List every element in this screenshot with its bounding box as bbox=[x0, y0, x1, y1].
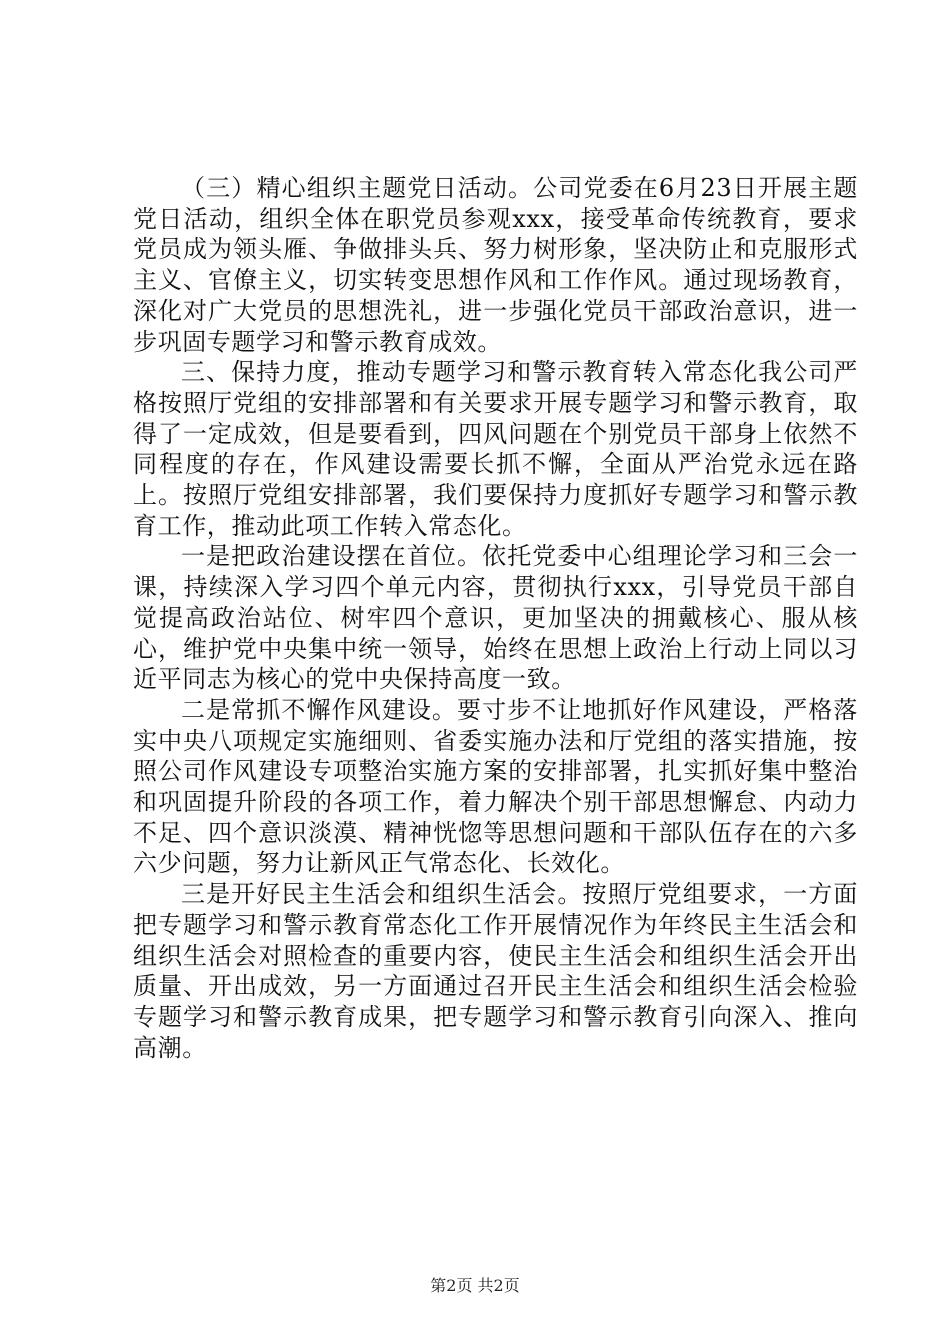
paragraph-theme-party-day: （三）精心组织主题党日活动。公司党委在6月23日开展主题党日活动，组织全体在职党员参观xxx，接受革命传统教育，要求党员成为领头雁、争做排头兵、努力树形象，坚决防止和克服形式主义、官僚主义，切实转变思想作风和工作作风。通过现场教育，深化对广大党员的思想洗礼，进一步强化党员干部政治意识，进一步巩固专题学习和警示教育成效。 bbox=[133, 174, 858, 356]
paragraph-section-three: 三、保持力度，推动专题学习和警示教育转入常态化我公司严格按照厅党组的安排部署和有关要求开展专题学习和警示教育，取得了一定成效，但是要看到，四风问题在个别党员干部身上依然不同程度的存在，作风建设需要长抓不懈，全面从严治党永远在路上。按照厅党组安排部署，我们要保持力度抓好专题学习和警示教育工作，推动此项工作转入常态化。 bbox=[133, 358, 858, 540]
paragraph-work-style: 二是常抓不懈作风建设。要寸步不让地抓好作风建设，严格落实中央八项规定实施细则、省委实施办法和厅党组的落实措施，按照公司作风建设专项整治实施方案的安排部署，扎实抓好集中整治和巩固提升阶段的各项工作，着力解决个别干部思想懈怠、内动力不足、四个意识淡漠、精神恍惚等思想问题和干部队伍存在的六多六少问题，努力让新风正气常态化、长效化。 bbox=[133, 695, 858, 878]
paragraph-political-construction: 一是把政治建设摆在首位。依托党委中心组理论学习和三会一课，持续深入学习四个单元内容，贯彻执行xxx，引导党员干部自觉提高政治站位、树牢四个意识，更加坚决的拥戴核心、服从核心，维护党中央集中统一领导，始终在思想上政治上行动上同以习近平同志为核心的党中央保持高度一致。 bbox=[133, 542, 858, 694]
paragraph-democratic-life-meeting: 三是开好民主生活会和组织生活会。按照厅党组要求，一方面把专题学习和警示教育常态化工作开展情况作为年终民主生活会和组织生活会对照检查的重要内容，使民主生活会和组织生活会开出质量、开出成效，另一方面通过召开民主生活会和组织生活会检验专题学习和警示教育成果，把专题学习和警示教育引向深入、推向高潮。 bbox=[133, 880, 858, 1062]
document-body bbox=[133, 173, 858, 1063]
page-footer: 第2页 共2页 bbox=[430, 1276, 520, 1295]
